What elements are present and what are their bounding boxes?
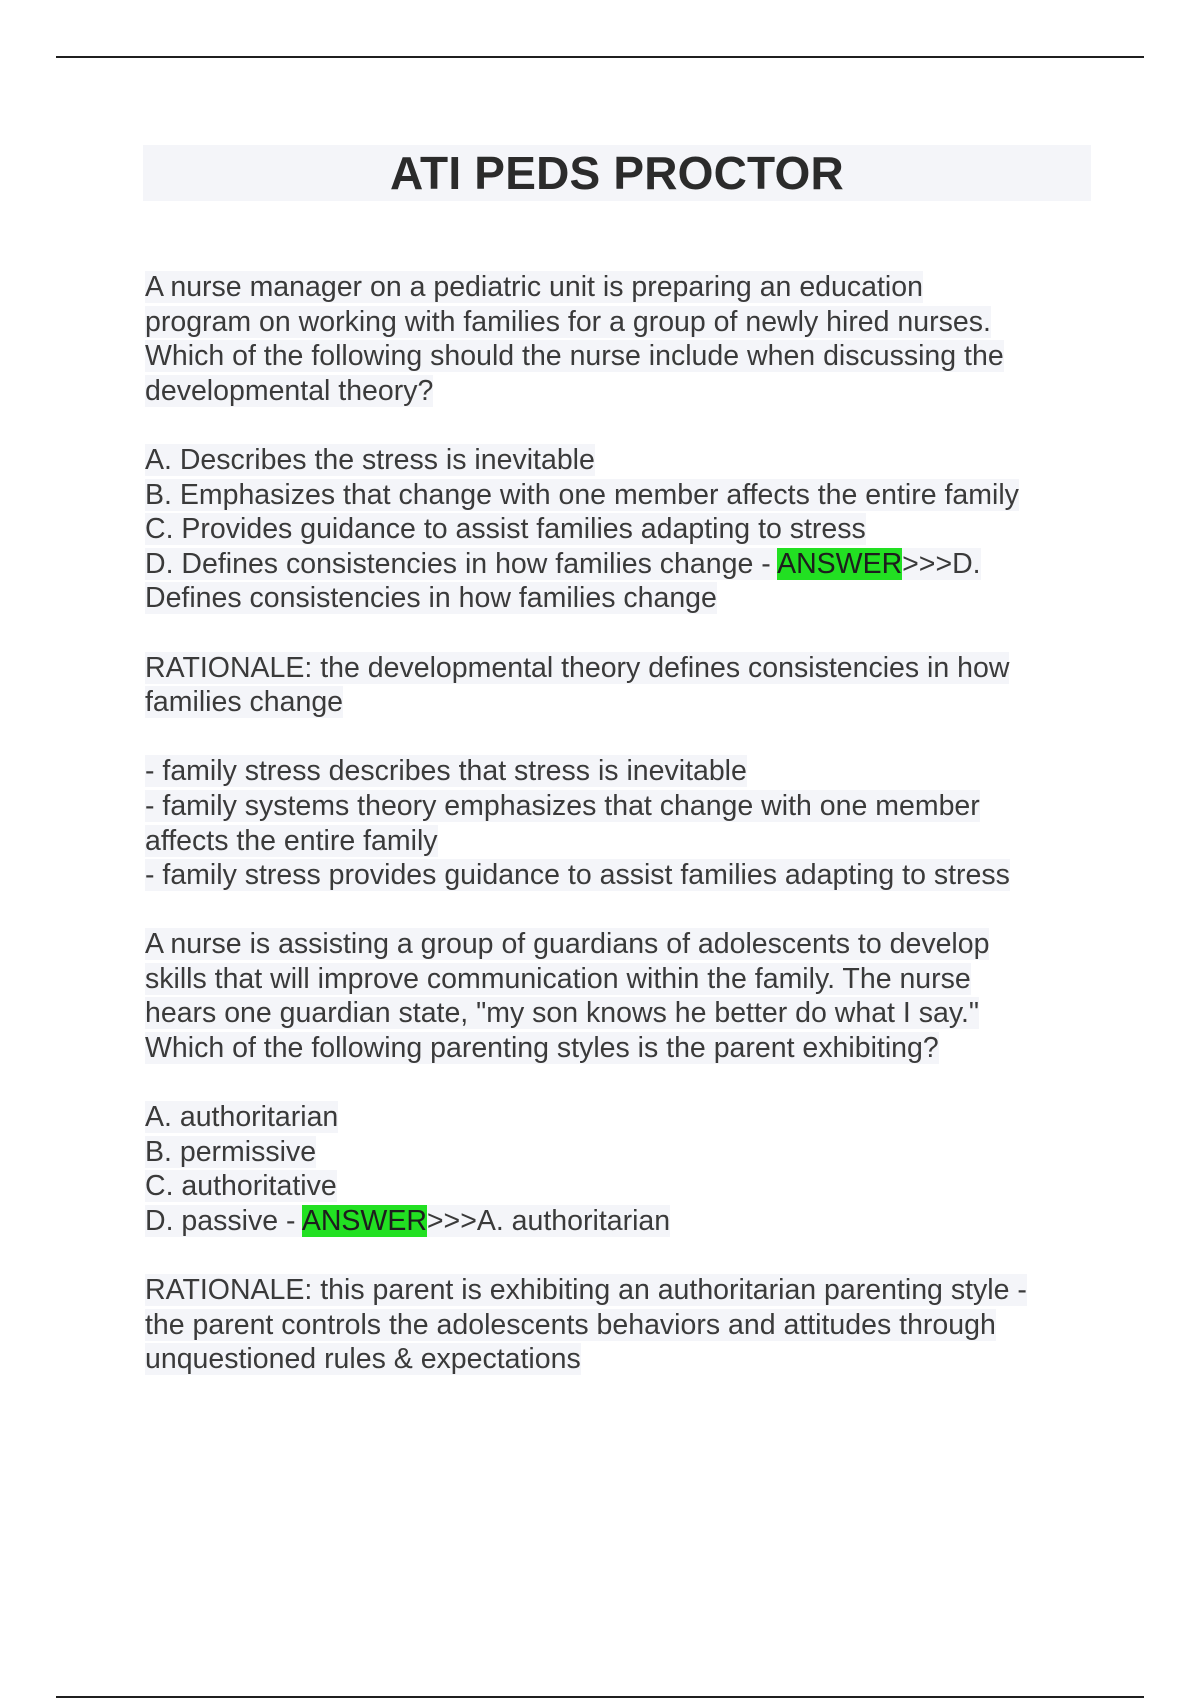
option-a: A. authoritarian [145,1101,339,1134]
question-1-options [145,443,1095,616]
question-1-stem [145,270,1095,408]
top-rule [56,56,1144,58]
option-d-text: D. Defines consistencies in how families change - [145,547,778,580]
stem-line: hears one guardian state, "my son knows he better do what I say." [145,997,980,1030]
option-c: C. Provides guidance to assist families adapting to stress [145,513,866,546]
stem-line: skills that will improve communication within the family. The nurse [145,962,971,995]
note-line: - family stress describes that stress is inevitable [145,755,747,788]
option-d [145,1204,1095,1239]
answer-text-continued: Defines consistencies in how families change [145,582,717,615]
question-1-rationale [145,651,1095,720]
answer-text: >>>D. [902,547,981,580]
stem-line: developmental theory? [145,374,434,407]
document-body [145,270,1095,1412]
note-line: affects the entire family [145,824,438,857]
note-line: - family stress provides guidance to assist families adapting to stress [145,859,1010,892]
rationale-line: unquestioned rules & expectations [145,1343,581,1376]
stem-line: Which of the following should the nurse include when discussing the [145,340,1004,373]
rationale-line: the parent controls the adolescents behaviors and attitudes through [145,1308,996,1341]
option-d [145,547,1095,582]
rationale-line: RATIONALE: the developmental theory defines consistencies in how [145,651,1010,684]
question-2-rationale [145,1273,1095,1377]
stem-line: A nurse manager on a pediatric unit is preparing an education [145,271,923,303]
option-b: B. permissive [145,1135,317,1168]
option-b: B. Emphasizes that change with one member affects the entire family [145,478,1019,511]
bottom-rule [56,1696,1144,1698]
answer-text: >>>A. authoritarian [426,1205,671,1238]
note-line: - family systems theory emphasizes that change with one member [145,789,980,822]
option-a: A. Describes the stress is inevitable [145,443,595,476]
question-1-notes [145,754,1095,892]
question-2-stem [145,927,1095,1065]
stem-line: program on working with families for a group of newly hired nurses. [145,305,991,338]
answer-highlight: ANSWER [301,1205,427,1238]
question-2-options [145,1100,1095,1238]
stem-line: Which of the following parenting styles is the parent exhibiting? [145,1032,939,1065]
rationale-line: families change [145,686,344,719]
document-title: ATI PEDS PROCTOR [390,147,844,199]
rationale-line: RATIONALE: this parent is exhibiting an authoritarian parenting style - [145,1274,1027,1307]
title-bar [143,145,1091,201]
option-c: C. authoritative [145,1170,337,1203]
option-d-text: D. passive - [145,1205,302,1238]
answer-highlight: ANSWER [777,547,903,580]
stem-line: A nurse is assisting a group of guardians of adolescents to develop [145,928,990,961]
